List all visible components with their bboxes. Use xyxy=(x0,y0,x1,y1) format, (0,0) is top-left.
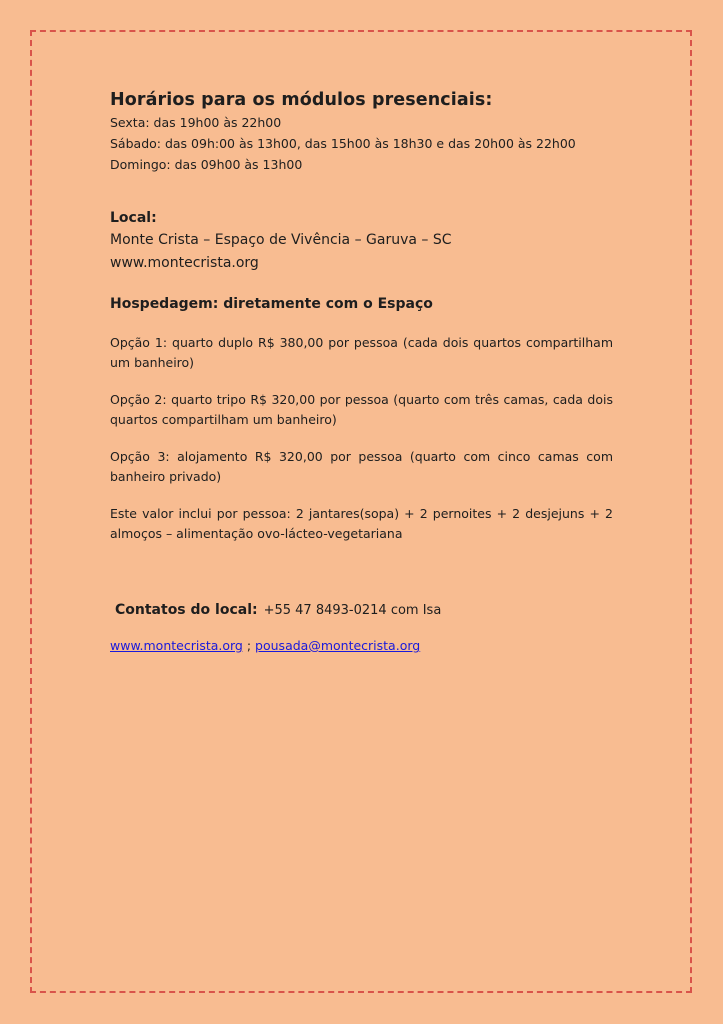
location-website: www.montecrista.org xyxy=(110,255,259,271)
contacts-links xyxy=(110,636,613,656)
document-body xyxy=(110,90,613,656)
schedule-friday: Sexta: das 19h00 às 22h00 xyxy=(110,115,282,130)
schedule-sunday: Domingo: das 09h00 às 13h00 xyxy=(110,157,303,172)
lodging-heading: Hospedagem: diretamente com o Espaço xyxy=(110,296,433,312)
link-separator: ; xyxy=(242,638,256,653)
lodging-option-3: Opção 3: alojamento R$ 320,00 por pessoa (quarto com cinco camas com banheiro privado) xyxy=(110,449,613,484)
contacts-label: Contatos do local: xyxy=(115,602,258,618)
website-link[interactable]: www.montecrista.org xyxy=(110,638,243,653)
contacts-phone: +55 47 8493-0214 com Isa xyxy=(263,603,442,618)
lodging-includes: Este valor inclui por pessoa: 2 jantares(sopa) + 2 pernoites + 2 desjejuns + 2 almoços – alimentação ovo-lácteo-vegetariana xyxy=(110,506,613,541)
lodging-option-1: Opção 1: quarto duplo R$ 380,00 por pessoa (cada dois quartos compartilham um banheiro) xyxy=(110,335,613,370)
schedule-saturday: Sábado: das 09h:00 às 13h00, das 15h00 às 18h30 e das 20h00 às 22h00 xyxy=(110,136,576,151)
location-place: Monte Crista – Espaço de Vivência – Garuva – SC xyxy=(110,232,452,248)
schedule-heading: Horários para os módulos presenciais: xyxy=(110,90,493,110)
location-heading: Local: xyxy=(110,210,157,226)
lodging-option-2: Opção 2: quarto tripo R$ 320,00 por pessoa (quarto com três camas, cada dois quartos compartilham um banheiro) xyxy=(110,392,613,427)
contacts-line xyxy=(115,599,613,622)
email-link[interactable]: pousada@montecrista.org xyxy=(255,638,421,653)
